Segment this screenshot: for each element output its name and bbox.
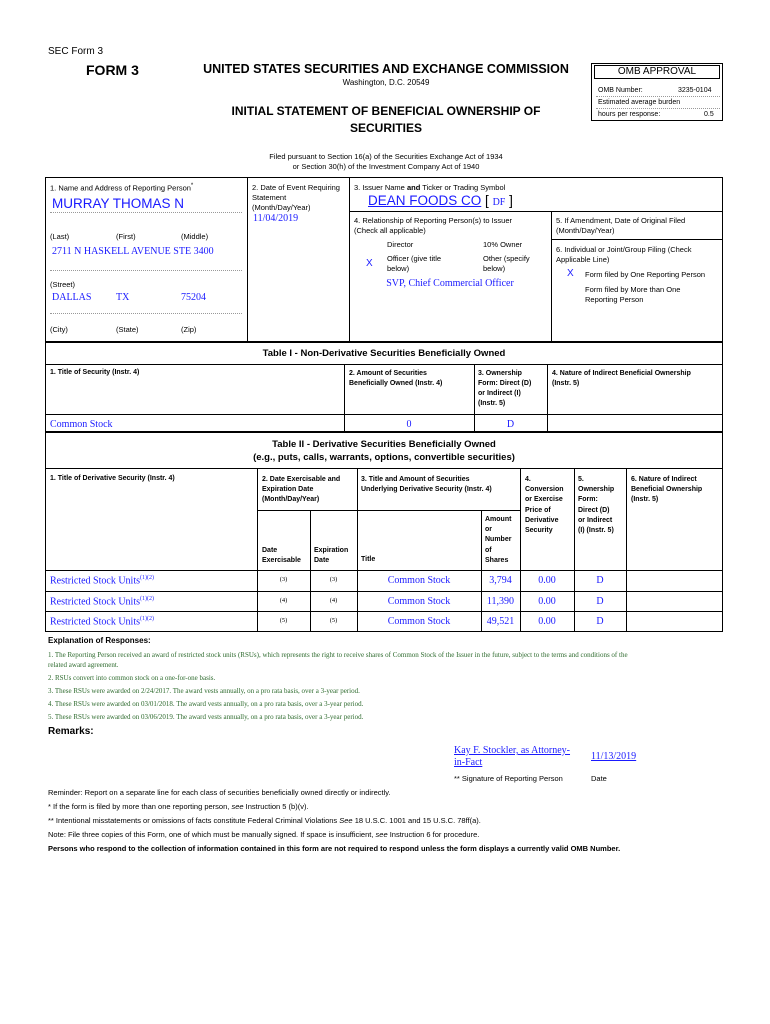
table2-date-exercisable-header: Date Exercisable: [262, 547, 301, 564]
table2-row1-underlying: Common Stock: [387, 575, 451, 586]
list-item: 5. These RSUs were awarded on 03/06/2019. The award vests annually, on a pro rata basis, over a 3-year period.: [48, 713, 364, 722]
table2-row2-expiration: (4): [329, 597, 338, 604]
table2-row2-form: D: [596, 596, 604, 607]
amendment-label: 5. If Amendment, Date of Original Filed (Month/Day/Year): [556, 216, 686, 235]
footnote-multiple-persons: * If the form is filed by more than one reporting person, see Instruction 5 (b)(v).: [48, 802, 309, 811]
table2-expiration-header: Expiration Date: [314, 547, 349, 564]
signature-label: ** Signature of Reporting Person: [454, 774, 563, 783]
issuer-name-line: DEAN FOODS CO [ DF ]: [368, 193, 513, 208]
one-person-label: Form filed by One Reporting Person: [585, 270, 706, 279]
signature-date: 11/13/2019: [591, 751, 637, 762]
list-item: related award agreement.: [48, 661, 119, 670]
table2-row1-expiration: (3): [329, 576, 338, 583]
table2-row1-price: 0.00: [538, 575, 556, 586]
omb-approval-title: OMB APPROVAL: [594, 65, 720, 79]
table-row: Restricted Stock Units$^{(1)(2)}$: [50, 616, 154, 628]
table2-col3-header: 3. Title and Amount of Securities Underlying Derivative Security (Instr. 4): [361, 476, 492, 493]
remarks-title: Remarks:: [48, 726, 94, 737]
omb-persons-notice: Persons who respond to the collection of information contained in this form are not required to respond unless the form displays a currently valid OMB Number.: [48, 844, 621, 853]
issuer-label: 3. Issuer Name and Ticker or Trading Symbol: [354, 183, 506, 192]
officer-label: Officer (give title below): [387, 254, 442, 273]
street-value: 2711 N HASKELL AVENUE STE 3400: [52, 246, 214, 257]
event-date-label: 2. Date of Event Requiring Statement (Month/Day/Year): [252, 183, 340, 212]
last-name-label: (Last): [50, 232, 70, 241]
table2-row1-exercisable: (3): [279, 576, 288, 583]
list-item: 4. These RSUs were awarded on 03/01/2018. The award vests annually, on a pro rata basis, over a 3-year period.: [48, 700, 364, 709]
reporting-person-label: 1. Name and Address of Reporting Person*: [50, 183, 194, 193]
city-label: (City): [50, 325, 68, 334]
state-value: TX: [116, 292, 130, 303]
director-label: Director: [387, 240, 414, 249]
officer-title-value: SVP, Chief Commercial Officer: [386, 278, 514, 289]
table2-row2-exercisable: (4): [279, 597, 288, 604]
table2-col6-header: 6. Nature of Indirect Beneficial Ownership (Instr. 5): [631, 476, 703, 504]
table2-title-line2: (e.g., puts, calls, warrants, options, convertible securities): [253, 452, 515, 463]
statement-title-line1: INITIAL STATEMENT OF BENEFICIAL OWNERSHIP OF: [231, 104, 541, 118]
table1-col4-header: 4. Nature of Indirect Beneficial Ownership (Instr. 5): [552, 370, 691, 387]
omb-hours-value: 0.5: [704, 111, 714, 118]
table2-row1-form: D: [596, 575, 604, 586]
more-persons-label: Form filed by More than One Reporting Person: [585, 285, 681, 304]
issuer-name: DEAN FOODS CO: [368, 193, 482, 208]
issuer-ticker: DF: [492, 197, 506, 208]
table1-row-form: D: [506, 419, 515, 430]
commission-location: Washington, D.C. 20549: [342, 78, 430, 87]
relationship-label: 4. Relationship of Reporting Person(s) to Issuer (Check all applicable): [354, 216, 512, 235]
table2-row3-underlying: Common Stock: [387, 616, 451, 627]
table1-row-title: Common Stock: [50, 419, 113, 430]
table2-row2-price: 0.00: [538, 596, 556, 607]
table1-col1-header: 1. Title of Security (Instr. 4): [50, 369, 140, 376]
street-label: (Street): [50, 280, 76, 289]
table2-underlying-title-header: Title: [361, 556, 376, 563]
city-value: DALLAS: [52, 292, 92, 303]
reporting-person-name: MURRAY THOMAS N: [52, 196, 185, 211]
list-item: 1. The Reporting Person received an award of restricted stock units (RSUs), which represents the right to receive shares of Common Stock of the Issuer in the future, subject to the terms and conditions of the: [48, 651, 628, 659]
table1-row-amount: 0: [406, 419, 412, 430]
signature-name: Kay F. Stockler, as Attorney- in-Fact: [454, 745, 571, 768]
omb-burden-label: Estimated average burden: [598, 99, 681, 106]
one-person-checkbox[interactable]: X: [567, 268, 574, 279]
table2-row2-underlying: Common Stock: [387, 596, 451, 607]
table2-row3-expiration: (5): [329, 617, 338, 624]
table1-col2-header: 2. Amount of Securities Beneficially Owned (Instr. 4): [349, 370, 443, 387]
filing-label: 6. Individual or Joint/Group Filing (Check Applicable Line): [556, 245, 692, 264]
table2-title-line1: Table II - Derivative Securities Beneficially Owned: [272, 439, 496, 450]
table2-col5-header: 5. Ownership Form: Direct (D) or Indirect (I) (Instr. 5): [578, 476, 615, 535]
list-item: 2. RSUs convert into common stock on a one-for-one basis.: [48, 674, 216, 683]
table2-col1-header: 1. Title of Derivative Security (Instr. 4): [50, 475, 175, 482]
omb-number-label: OMB Number:: [598, 87, 643, 94]
middle-name-label: (Middle): [181, 232, 209, 241]
table2-shares-header: Amount or Number of Shares: [485, 516, 512, 564]
table2-row3-shares: 49,521: [486, 616, 515, 627]
ten-pct-owner-label: 10% Owner: [483, 240, 523, 249]
reminder-text: Reminder: Report on a separate line for each class of securities beneficially owned directly or indirectly.: [48, 788, 391, 797]
table1-col3-header: 3. Ownership Form: Direct (D) or Indirect (I) (Instr. 5): [478, 370, 532, 407]
first-name-label: (First): [116, 232, 136, 241]
table2-row3-exercisable: (5): [279, 617, 288, 624]
form-title: FORM 3: [86, 62, 139, 78]
zip-value: 75204: [181, 292, 206, 303]
commission-title: UNITED STATES SECURITIES AND EXCHANGE COMMISSION: [203, 62, 569, 76]
explanation-title: Explanation of Responses:: [48, 636, 151, 645]
footnote-misstatements: ** Intentional misstatements or omissions of facts constitute Federal Criminal Violations See 18 U.S.C. 1001 and 15 U.S.C. 78ff(a).: [48, 816, 481, 825]
omb-number-value: 3235-0104: [678, 87, 712, 94]
officer-checkbox[interactable]: X: [366, 258, 373, 269]
event-date-value: 11/04/2019: [253, 213, 299, 224]
zip-label: (Zip): [181, 325, 197, 334]
explanation-list: [48, 650, 728, 723]
footnote-file-copies: Note: File three copies of this Form, one of which must be manually signed. If space is insufficient, see Instruction 6 for procedure.: [48, 830, 480, 839]
table2-row2-shares: 11,390: [486, 596, 515, 607]
table2-col2-header: 2. Date Exercisable and Expiration Date (Month/Day/Year): [262, 476, 341, 503]
statement-title-line2: SECURITIES: [349, 121, 422, 135]
omb-hours-label: hours per response:: [598, 111, 661, 118]
table-row: Restricted Stock Units$^{(1)(2)}$: [50, 596, 154, 608]
state-label: (State): [116, 325, 139, 334]
other-label: Other (specify below): [483, 254, 530, 273]
table2-row3-price: 0.00: [538, 616, 556, 627]
table1-title: Table I - Non-Derivative Securities Beneficially Owned: [262, 348, 506, 359]
signature-date-label: Date: [591, 774, 607, 783]
table2-row3-form: D: [596, 616, 604, 627]
table2-row1-shares: 3,794: [489, 575, 512, 586]
sec-form-label: SEC Form 3: [48, 46, 104, 57]
filed-pursuant-line1: Filed pursuant to Section 16(a) of the Securities Exchange Act of 1934: [269, 152, 503, 161]
table-row: Restricted Stock Units$^{(1)(2)}$: [50, 575, 154, 587]
table2-col4-header: 4. Conversion or Exercise Price of Derivative Security: [525, 476, 564, 535]
list-item: 3. These RSUs were awarded on 2/24/2017. The award vests annually, on a pro rata basis, over a 3-year period.: [48, 687, 360, 696]
filed-pursuant-line2: or Section 30(h) of the Investment Company Act of 1940: [292, 162, 480, 171]
